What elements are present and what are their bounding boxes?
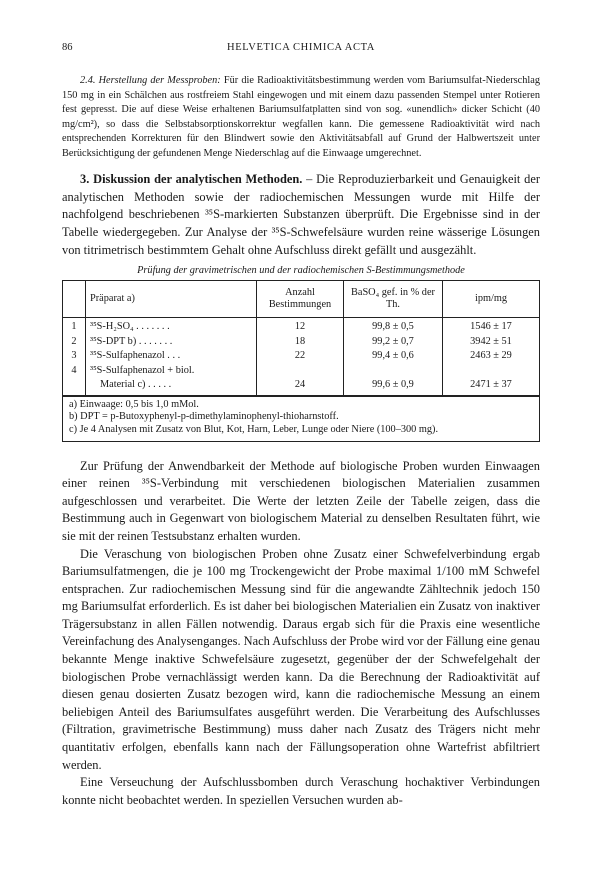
row-ipm: 1546 ± 17 bbox=[470, 321, 512, 333]
running-header bbox=[62, 42, 540, 58]
row-anzahl: 22 bbox=[257, 349, 344, 364]
section-2-4-text: Für die Radioaktivitätsbestimmung werden vom Bariumsulfat-Niederschlag 150 mg in ein Schälchen aus rostfreiem Stahl eingewogen und mit einem dazu passenden Stempel unter Rotieren fest gepresst. Die auf diese Weise erhaltenen Bariumsulfatplatten sind von sog. «unendlich» dicker Schicht (40 mg/cm²), so dass die Selbstabsorptionskorrektur wegfallen kann. Die gemessene Radioaktivität wird nach entsprechenden Korrekturen für den Blindwert sowie den Aktivitätsabfall auf Grund der Halbwertszeit unter Berücksichtigung der gefundenen Menge Niederschlag auf die Einwaage umgerechnet. bbox=[62, 75, 540, 159]
row-number: 2 bbox=[63, 335, 86, 350]
footnote-a: a) Einwaage: 0,5 bis 1,0 mMol. bbox=[69, 398, 199, 410]
table-row bbox=[63, 318, 540, 335]
paragraph-biological-samples: Zur Prüfung der Anwendbarkeit der Methode auf biologische Proben wurden Einwaagen einer reinen ³⁵S-Verbindung mit verschiedenen biologischen Materialien zusammen aufgeschlossen und verarbeitet. Die Werte der letzten Zeile der Tabelle zeigen, dass die Bestimmung auch in Gegenwart von biologischem Material zu denselben Resultaten führt, wie sie mit der reinen Testsubstanz erhalten wurden. bbox=[62, 458, 540, 543]
header-praeparat: Präparat a) bbox=[86, 281, 257, 318]
header-anzahl: Anzahl Bestimmungen bbox=[257, 281, 344, 318]
row-ipm bbox=[443, 364, 540, 379]
row-anzahl: 24 bbox=[257, 378, 344, 395]
footnote-c: c) Je 4 Analysen mit Zusatz von Blut, Kot, Harn, Leber, Lunge oder Niere (100–300 mg). bbox=[69, 423, 439, 435]
table-row bbox=[63, 364, 540, 379]
row-anzahl bbox=[257, 364, 344, 379]
section-2-4-paragraph bbox=[62, 74, 540, 161]
row-ipm: 2463 ± 29 bbox=[470, 350, 512, 362]
header-baso4: BaSO₄ gef. in % der Th. bbox=[344, 281, 443, 318]
table-caption: Prüfung der gravimetrischen und der radiochemischen S-Bestimmungsmethode bbox=[137, 265, 465, 277]
row-praeparat: Material c) . . . . . bbox=[86, 378, 257, 395]
paragraph-verseuchung: Eine Verseuchung der Aufschlussbomben durch Veraschung hochaktiver Verbindungen konnte nicht beobachtet werden. In speziellen Versuchen wurden ab- bbox=[62, 775, 540, 807]
row-baso4 bbox=[344, 364, 443, 379]
section-2-4-title: 2.4. Herstellung der Messproben: bbox=[80, 75, 221, 86]
table-row bbox=[63, 349, 540, 364]
page-number: 86 bbox=[62, 42, 73, 53]
row-anzahl: 12 bbox=[257, 318, 344, 335]
section-3-text: – Die Reproduzierbarkeit und Genauigkeit der analytischen Methoden sowie der radiochemischen Messungen wurde mit Hilfe der nachfolgend beschriebenen ³⁵S-markierten Substanzen überprüft. Die Ergebnisse sind in der Tabelle wiedergegeben. Zur Analyse der ³⁵S-Schwefelsäure wurden reine wässerige Lösungen von titrimetrisch bestimmtem Gehalt ohne Aufschluss direkt gefällt und ausgezählt. bbox=[62, 172, 540, 257]
row-number: 3 bbox=[63, 349, 86, 364]
row-number: 1 bbox=[63, 318, 86, 335]
row-praeparat: ³⁵S-H₂SO₄ . . . . . . . bbox=[86, 318, 257, 335]
results-table bbox=[62, 280, 540, 396]
row-anzahl: 18 bbox=[257, 335, 344, 350]
header-number bbox=[63, 281, 86, 318]
journal-title: HELVETICA CHIMICA ACTA bbox=[227, 42, 375, 53]
footnote-b: b) DPT = p-Butoxyphenyl-p-dimethylaminophenyl-thioharnstoff. bbox=[69, 411, 339, 423]
table-row bbox=[63, 335, 540, 350]
section-3-paragraph bbox=[62, 171, 540, 259]
row-baso4: 99,8 ± 0,5 bbox=[344, 318, 443, 335]
row-baso4: 99,6 ± 0,9 bbox=[344, 378, 443, 395]
row-praeparat: ³⁵S-DPT b) . . . . . . . bbox=[86, 335, 257, 350]
row-ipm: 3942 ± 51 bbox=[470, 335, 512, 347]
table-row bbox=[63, 378, 540, 395]
row-baso4: 99,2 ± 0,7 bbox=[344, 335, 443, 350]
row-praeparat: ³⁵S-Sulfaphenazol . . . bbox=[86, 349, 257, 364]
paragraph-veraschung: Die Veraschung von biologischen Proben ohne Zusatz einer Schwefelverbindung ergab Bariumsulfatmengen, die je 100 mg Trockengewicht der Probe maximal 1/100 mM Schwefel entsprachen. Zur radiochemischen Messung sind für die angewandte Zähltechnik jedoch 150 mg Bariumsulfat erforderlich. Es ist daher bei biologischen Materialien ein Zusatz von inaktiver Trägersubstanz in allen Fällen notwendig. Daraus ergab sich für die Praxis eine wesentliche Vereinfachung des Analysenganges. Nach Aufschluss der Probe wird vor der Fällung eine genau bekannte Menge inaktive Schwefelsäure zugesetzt, gegenüber der der Schwefelgehalt der biologischen Probe vernachlässigt werden kann. Da die Berechnung der Radioaktivität auf diesen genau dosierten Zusatz bezogen wird, kann die radiochemische Messung an einem beliebigen Anteil des Bariumsulfates ausgeführt werden. Die Verarbeitung des Aufschlusses (Filtration, gravimetrische Bestimmung) muss daher nach Zusatz des Trägers nicht mehr quantitativ erfolgen, ebenfalls kann nach der Fällungsoperation ohne Wartefrist abfiltriert werden. bbox=[62, 546, 540, 772]
table-header-row bbox=[63, 281, 540, 318]
header-ipm: ipm/mg bbox=[443, 281, 540, 318]
row-ipm: 2471 ± 37 bbox=[470, 379, 512, 391]
row-praeparat: ³⁵S-Sulfaphenazol + biol. bbox=[86, 364, 257, 379]
row-baso4: 99,4 ± 0,6 bbox=[344, 349, 443, 364]
journal-page bbox=[62, 42, 540, 809]
table-footnotes bbox=[62, 396, 540, 442]
section-3-title: 3. Diskussion der analytischen Methoden. bbox=[80, 172, 303, 187]
row-number bbox=[63, 378, 86, 395]
row-number: 4 bbox=[63, 364, 86, 379]
